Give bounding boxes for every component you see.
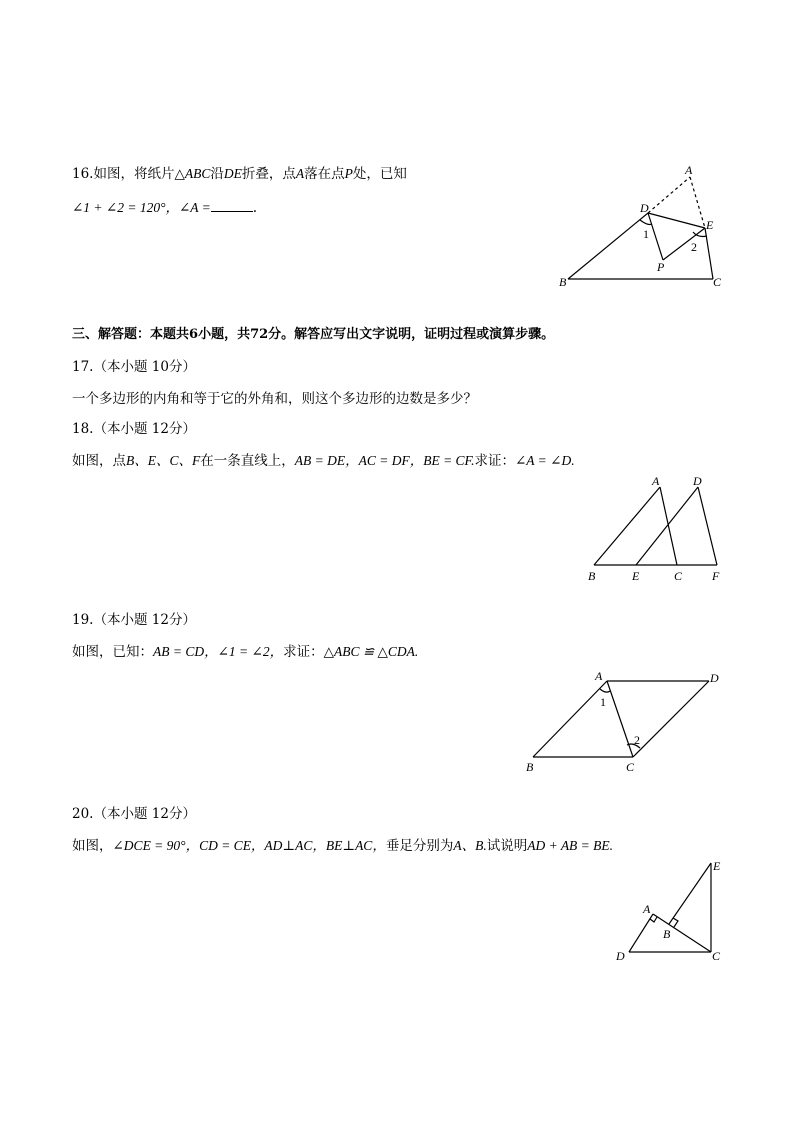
q18-points: B、E、C、F [126,453,201,468]
q20-segment-da [629,914,653,952]
section3-text-c: 分。解答应写出文字说明，证明过程或演算步骤。 [268,327,555,342]
q20-label-b: B [663,927,671,941]
q20-label-c: C [712,949,721,963]
q16-label-p: P [657,260,665,274]
q19-given: AB = CD，∠1 = ∠2， [153,644,284,659]
section3-count: 6 [189,327,199,342]
q20-text-a: 如图， [72,838,113,854]
q18-label-a: A [652,474,660,488]
q16-text-a: 16.如图，将纸片 [72,166,175,182]
q19-label-angle2: 2 [634,733,640,747]
q18-label-e: E [632,569,640,583]
q18-header: 18.（本小题 12分） [72,421,196,437]
q16-triangle: △ABC [174,166,211,181]
section3-points: 72 [250,327,269,342]
q16-text-c: 折叠，点 [241,166,296,182]
q18-label-d: D [693,474,702,488]
section3-text-b: 小题，共 [198,327,251,342]
q18-text-a: 如图，点 [72,453,126,469]
q18-text-b: 在一条直线上， [200,453,295,469]
q18-label-f: F [712,569,720,583]
q19-text-b: 求证： [283,644,324,660]
q18-text-c: 求证： [474,453,515,469]
q20-given: ∠DCE = 90°，CD = CE，AD⊥AC，BE⊥AC， [112,838,386,853]
q16-point-a: A [295,166,305,181]
q20-header: 20.（本小题 12分） [72,806,196,822]
q16-de: DE [223,166,242,181]
q20-text-c: 试说明 [486,838,528,854]
q16-label-angle2: 2 [691,240,697,254]
q20-label-d: D [616,949,625,963]
q19-label-d: D [710,671,719,685]
q19-label-b: B [526,760,534,774]
q20-points: A、B. [453,838,487,853]
q17-text: 一个多边形的内角和等于它的外角和，则这个多边形的边数是多少？ [72,391,477,407]
q20-label-e: E [713,859,721,873]
q16-label-angle1: 1 [643,227,649,241]
q18-label-c: C [674,569,683,583]
q16-text-e: 处，已知 [352,166,407,182]
q17-header: 17.（本小题 10分） [72,359,196,375]
q18-given: AB = DE，AC = DF，BE = CF. [294,453,475,468]
q19-label-c: C [626,760,635,774]
q16-label-b: B [559,275,567,289]
q18-goal: ∠A = ∠D. [514,453,575,468]
section3-text-a: 三、解答题：本题共 [72,327,190,342]
q20-segment-ac [653,914,711,952]
q20-label-a: A [643,902,651,916]
q20-right-angle-b [673,918,678,927]
q20-goal: AD + AB = BE. [527,838,614,853]
q19-goal: △ABC ≌ △CDA. [323,644,419,659]
q19-text-a: 如图，已知： [72,644,153,660]
q18-label-b: B [588,569,596,583]
q16-point-p: P [344,166,353,181]
q16-period: . [252,200,258,216]
q19-header: 19.（本小题 12分） [72,612,196,628]
q16-text-b: 沿 [210,166,224,182]
q16-given: ∠1 + ∠2 = 120°，∠A = [72,200,211,215]
q19-label-a: A [595,669,603,683]
q16-label-e: E [706,218,714,232]
q20-text-b: 垂足分别为 [385,838,454,854]
q19-label-angle1: 1 [600,695,606,709]
q20-segment-be [669,863,711,924]
q16-text-d: 落在点 [304,166,345,182]
q16-label-a: A [685,163,693,177]
q16-label-c: C [713,275,722,289]
q16-label-d: D [640,201,649,215]
